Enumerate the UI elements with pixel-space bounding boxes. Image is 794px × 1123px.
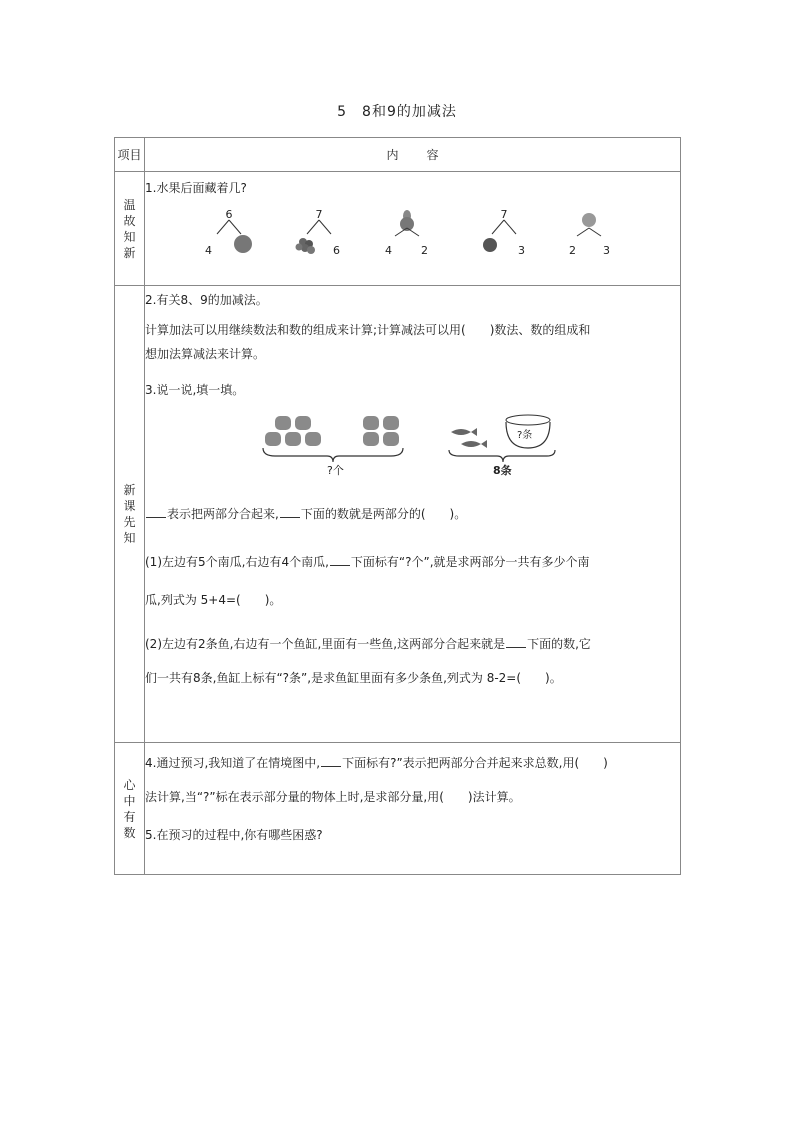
apple-icon — [483, 238, 497, 252]
fish-icon — [451, 428, 487, 448]
section-content-newlesson: 2.有关8、9的加减法。 计算加法可以用继续数法和数的组成来计算;计算减法可以用( )数法、数的组成和 想加法算减法来计算。 3.说一说,填一填。 ?个 8条 ?条 表示把两部分合起来, 下面的数就是两部分的( )。 (1)左边有5个南瓜,右边有4个南瓜, 下面标有“?个”,就是求两部分一共有多少个南 瓜,列式为 5+4=( )。 (2)左边有2条鱼,右边有一个鱼缸,里面有一些鱼,这两部分合起来就是 下面的数,它 们一共有8条,鱼缸上标有“?条”,是求鱼缸里面有多少条鱼,列式为 8-2=( )。 — [145, 286, 681, 743]
brace-right — [449, 450, 555, 462]
header-col2: 内容 — [145, 138, 681, 172]
number-bond-1: 6 4 — [205, 208, 265, 268]
bowl-label: ?条 — [517, 430, 533, 441]
number-bond-row — [145, 208, 680, 268]
q2-text: 2.有关8、9的加减法。 — [145, 293, 268, 307]
brace-blank-1 — [146, 507, 166, 518]
number-bond-4: 7 3 — [480, 208, 540, 268]
pumpkin-left-icon — [265, 416, 321, 446]
worksheet-table — [114, 137, 681, 875]
brace-blank-4 — [506, 637, 526, 648]
section-content-reflection: 4.通过预习,我知道了在情境图中, 下面标有?”表示把两部分合并起来求总数,用( ) 法计算,当“?”标在表示部分量的物体上时,是求部分量,用( )法计算。 5.在预习的过程中,你有哪些困惑? — [145, 743, 681, 875]
number-bond-5: 2 3 — [565, 208, 625, 268]
brace-left — [263, 448, 403, 462]
q3-text: 3.说一说,填一填。 — [145, 383, 245, 397]
brace-blank-2 — [280, 507, 300, 518]
q1-text: 1.水果后面藏着几? — [145, 181, 247, 195]
grapes-icon — [296, 238, 316, 254]
peach-icon — [582, 213, 596, 227]
pear-icon — [400, 210, 414, 231]
brace-blank-3 — [330, 555, 350, 566]
brace-blank-5 — [321, 756, 341, 767]
q5-text: 5.在预习的过程中,你有哪些困惑? — [145, 828, 323, 842]
section-label-review: 温 故 知 新 — [115, 172, 145, 286]
number-bond-3: 4 2 — [383, 208, 443, 268]
pumpkin-right-icon — [363, 416, 399, 446]
section-content-review — [145, 172, 681, 286]
pumpkin-total-label: ?个 — [327, 464, 344, 477]
section-label-newlesson: 新 课 先 知 — [115, 286, 145, 743]
orange-icon — [234, 235, 252, 253]
page-title: 5 8和9的加减法 — [337, 104, 457, 120]
number-bond-2: 7 6 — [295, 208, 355, 268]
header-col1: 项目 — [115, 138, 145, 172]
section-label-reflection: 心 中 有 数 — [115, 743, 145, 875]
fish-total-label: 8条 — [493, 464, 512, 477]
q3-illustration — [145, 410, 680, 480]
